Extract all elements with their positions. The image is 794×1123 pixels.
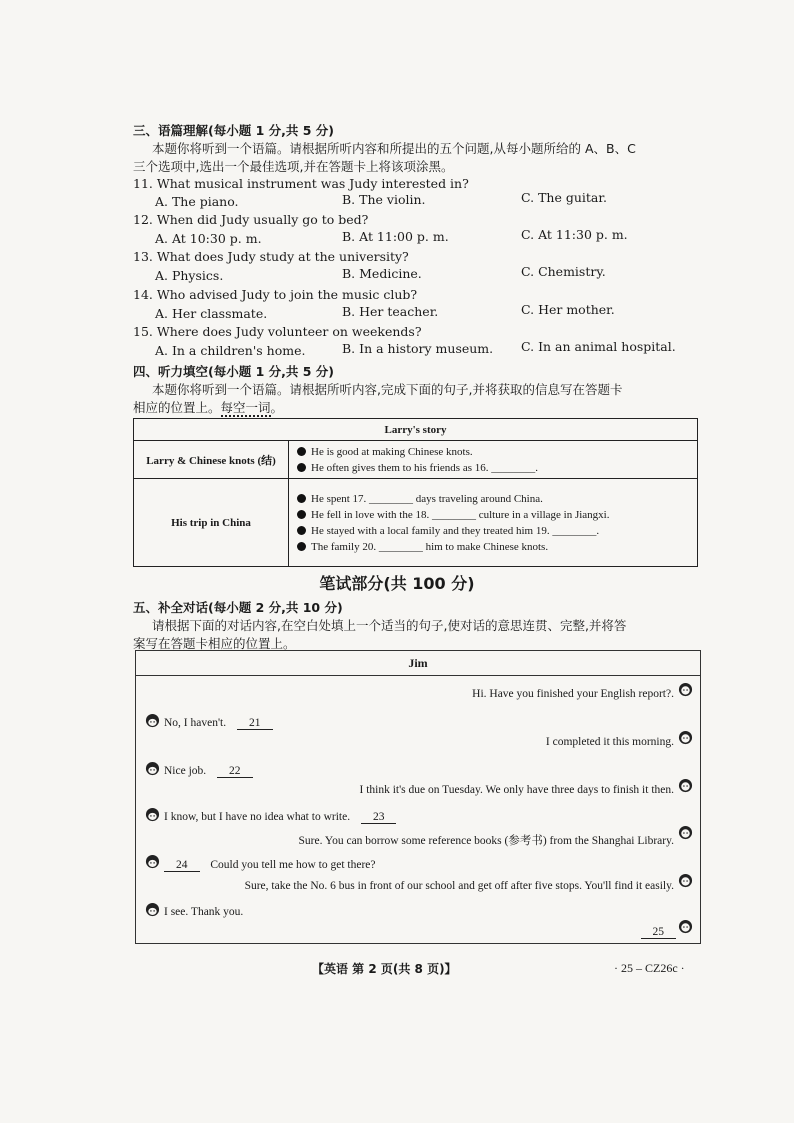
dialogue-line: Hi. Have you finished your English report?. bbox=[472, 688, 674, 700]
boy-avatar-icon bbox=[145, 713, 160, 728]
boy-avatar-icon bbox=[145, 807, 160, 822]
dialogue-text: Could you tell me how to get there? bbox=[210, 859, 376, 871]
dialogue-line: I think it's due on Tuesday. We only have three days to finish it then. bbox=[359, 784, 674, 796]
dialogue-line bbox=[164, 765, 253, 778]
dialogue-line bbox=[164, 859, 376, 872]
question-14-option-c: C. Her mother. bbox=[521, 302, 615, 317]
question-15: 15. Where does Judy volunteer on weekends? bbox=[133, 324, 422, 339]
row2-item: He fell in love with the 18. ________ culture in a village in Jiangxi. bbox=[295, 507, 691, 523]
row2-item: The family 20. ________ him to make Chinese knots. bbox=[295, 539, 691, 555]
dialogue-line bbox=[641, 926, 677, 939]
girl-avatar-icon bbox=[678, 825, 693, 840]
dialogue-box-title: Jim bbox=[136, 651, 700, 676]
footer-code: · 25 – CZ26c · bbox=[614, 961, 685, 975]
row1-content bbox=[289, 441, 698, 479]
row2-label: His trip in China bbox=[134, 479, 289, 567]
question-13: 13. What does Judy study at the university? bbox=[133, 249, 409, 264]
blank-23[interactable]: 23 bbox=[361, 811, 397, 824]
dialogue-line: I see. Thank you. bbox=[164, 906, 244, 918]
footer-page-info: 【英语 第 2 页(共 8 页)】 bbox=[312, 962, 457, 976]
blank-25[interactable]: 25 bbox=[641, 926, 677, 939]
blank-24[interactable]: 24 bbox=[164, 859, 200, 872]
section3-instruction-line2: 三个选项中,选出一个最佳选项,并在答题卡上将该项涂黑。 bbox=[133, 159, 454, 174]
section5-title: 五、补全对话(每小题 2 分,共 10 分) bbox=[133, 600, 343, 615]
section4-emphasis: 每空一词 bbox=[220, 400, 271, 415]
section5-instruction-line1: 请根据下面的对话内容,在空白处填上一个适当的句子,使对话的意思连贯、完整,并将答 bbox=[152, 618, 627, 633]
girl-avatar-icon bbox=[678, 778, 693, 793]
row1-item: He often gives them to his friends as 16. ________. bbox=[295, 460, 691, 476]
question-15-option-c: C. In an animal hospital. bbox=[521, 339, 676, 354]
blank-21[interactable]: 21 bbox=[237, 717, 273, 730]
row1-item: He is good at making Chinese knots. bbox=[295, 444, 691, 460]
section4-instruction-line2 bbox=[133, 398, 283, 416]
section4-instruction-line1: 本题你将听到一个语篇。请根据所听内容,完成下面的句子,并将获取的信息写在答题卡 bbox=[152, 382, 623, 397]
section4-title: 四、听力填空(每小题 1 分,共 5 分) bbox=[133, 364, 334, 379]
section4-instruction-end: 。 bbox=[270, 400, 284, 415]
question-12-option-b: B. At 11:00 p. m. bbox=[342, 229, 449, 244]
girl-avatar-icon bbox=[678, 919, 693, 934]
section5-instruction-line2: 案写在答题卡相应的位置上。 bbox=[133, 636, 296, 651]
question-12: 12. When did Judy usually go to bed? bbox=[133, 212, 369, 227]
boy-avatar-icon bbox=[145, 854, 160, 869]
question-13-option-b: B. Medicine. bbox=[342, 266, 422, 281]
dialogue-line bbox=[164, 717, 273, 730]
dialogue-line: Sure. You can borrow some reference books (参考书) from the Shanghai Library. bbox=[298, 835, 674, 847]
dialogue-line bbox=[164, 811, 396, 824]
boy-avatar-icon bbox=[145, 902, 160, 917]
row2-item: He stayed with a local family and they treated him 19. ________. bbox=[295, 523, 691, 539]
table-title: Larry's story bbox=[134, 419, 698, 441]
larrys-story-table bbox=[133, 418, 698, 567]
question-11-option-a: A. The piano. bbox=[155, 194, 239, 209]
blank-22[interactable]: 22 bbox=[217, 765, 253, 778]
section3-instruction-line1: 本题你将听到一个语篇。请根据所听内容和所提出的五个问题,从每小题所给的 A、B、C bbox=[152, 141, 636, 156]
section3-title: 三、语篇理解(每小题 1 分,共 5 分) bbox=[133, 123, 334, 138]
question-11: 11. What musical instrument was Judy interested in? bbox=[133, 176, 469, 191]
question-14-option-b: B. Her teacher. bbox=[342, 304, 439, 319]
row1-label: Larry & Chinese knots (结) bbox=[134, 441, 289, 479]
dialogue-text: I know, but I have no idea what to write. bbox=[164, 811, 351, 823]
section4-instruction-part1: 相应的位置上。 bbox=[133, 400, 221, 415]
boy-avatar-icon bbox=[145, 761, 160, 776]
question-14: 14. Who advised Judy to join the music club? bbox=[133, 287, 418, 302]
question-14-option-a: A. Her classmate. bbox=[155, 306, 268, 321]
written-part-title: 笔试部分(共 100 分) bbox=[319, 574, 475, 593]
question-15-option-a: A. In a children's home. bbox=[155, 343, 306, 358]
question-13-option-c: C. Chemistry. bbox=[521, 264, 606, 279]
row2-item: He spent 17. ________ days traveling around China. bbox=[295, 491, 691, 507]
question-11-option-b: B. The violin. bbox=[342, 192, 426, 207]
question-15-option-b: B. In a history museum. bbox=[342, 341, 494, 356]
question-12-option-a: A. At 10:30 p. m. bbox=[155, 231, 262, 246]
dialogue-line: I completed it this morning. bbox=[545, 736, 674, 748]
girl-avatar-icon bbox=[678, 682, 693, 697]
dialogue-text: Nice job. bbox=[164, 765, 207, 777]
dialogue-line: Sure, take the No. 6 bus in front of our school and get off after five stops. You'll find it easily. bbox=[244, 880, 674, 892]
girl-avatar-icon bbox=[678, 873, 693, 888]
row2-content bbox=[289, 479, 698, 567]
question-11-option-c: C. The guitar. bbox=[521, 190, 607, 205]
question-13-option-a: A. Physics. bbox=[155, 268, 224, 283]
question-12-option-c: C. At 11:30 p. m. bbox=[521, 227, 628, 242]
dialogue-text: No, I haven't. bbox=[164, 717, 227, 729]
girl-avatar-icon bbox=[678, 730, 693, 745]
